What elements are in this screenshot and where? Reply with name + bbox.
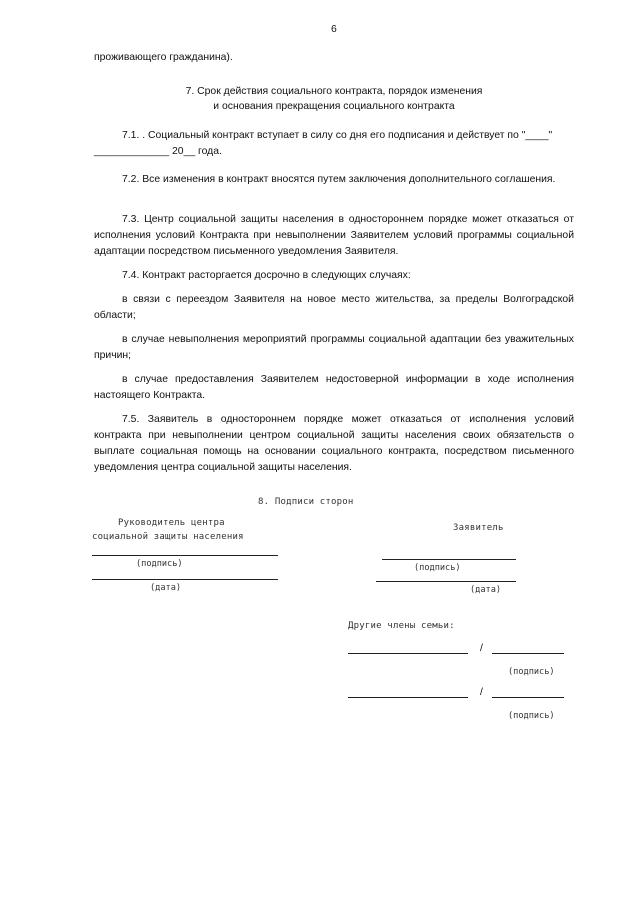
termination-case-nonfulfillment: в случае невыполнения мероприятий программы социальной адаптации без уважительных причин; [94,334,574,361]
right-date-caption: (дата) [470,585,502,595]
family-member-2-name-line[interactable] [348,697,468,698]
left-date-caption: (дата) [150,583,182,593]
family-member-2-signature-caption: (подпись) [508,711,555,721]
section-7-title-line-2: и основания прекращения социального контракта [213,101,455,112]
right-signature-line[interactable] [382,559,516,560]
family-member-1-slash: / [480,643,483,654]
right-date-line[interactable] [376,581,516,582]
clause-7-5: 7.5. Заявитель в одностороннем порядке может отказаться от исполнения условий контракта при невыполнении центром социальной защиты населения своих обязательств о выплате социальная помощь на основании социального контракта, посредством письменного уведомления центра социальной защиты населения. [94,414,574,473]
section-8-title: 8. Подписи сторон [258,497,354,507]
right-signatory-title: Заявитель [453,523,504,533]
left-signatory-title-line-1: Руководитель центра [118,518,225,528]
left-signature-caption: (подпись) [136,559,183,569]
left-signatory-title-line-2: социальной защиты населения [92,532,244,542]
clause-7-2: 7.2. Все изменения в контракт вносятся путем заключения дополнительного соглашения. [122,174,556,185]
intro-text: проживающего гражданина). [94,52,233,63]
family-member-1-name-line[interactable] [348,653,468,654]
clause-7-1-line-2: _____________ 20__ года. [94,146,222,157]
family-member-2-slash: / [480,687,483,698]
family-member-2-signature-line[interactable] [492,697,564,698]
section-7-title-line-1: 7. Срок действия социального контракта, порядок изменения [185,86,483,97]
left-signature-line[interactable] [92,555,278,556]
right-signature-caption: (подпись) [414,563,461,573]
termination-case-false-info: в случае предоставления Заявителем недостоверной информации в ходе исполнения настоящего Контракта. [94,374,574,401]
page-number: 6 [331,24,337,35]
family-members-title: Другие члены семьи: [348,621,455,631]
left-date-line[interactable] [92,579,278,580]
clause-7-1-line-1: 7.1. . Социальный контракт вступает в силу со дня его подписания и действует по "____" [122,130,553,141]
clause-7-4: 7.4. Контракт расторгается досрочно в следующих случаях: [122,270,411,281]
family-member-1-signature-line[interactable] [492,653,564,654]
termination-case-relocation: в связи с переездом Заявителя на новое место жительства, за пределы Волгоградской области; [94,294,574,321]
clause-7-3: 7.3. Центр социальной защиты населения в одностороннем порядке может отказаться от исполнения условий Контракта при невыполнении Заявителем условий программы социальной адаптации посредством письменного уведомления Заявителя. [94,214,574,257]
family-member-1-signature-caption: (подпись) [508,667,555,677]
